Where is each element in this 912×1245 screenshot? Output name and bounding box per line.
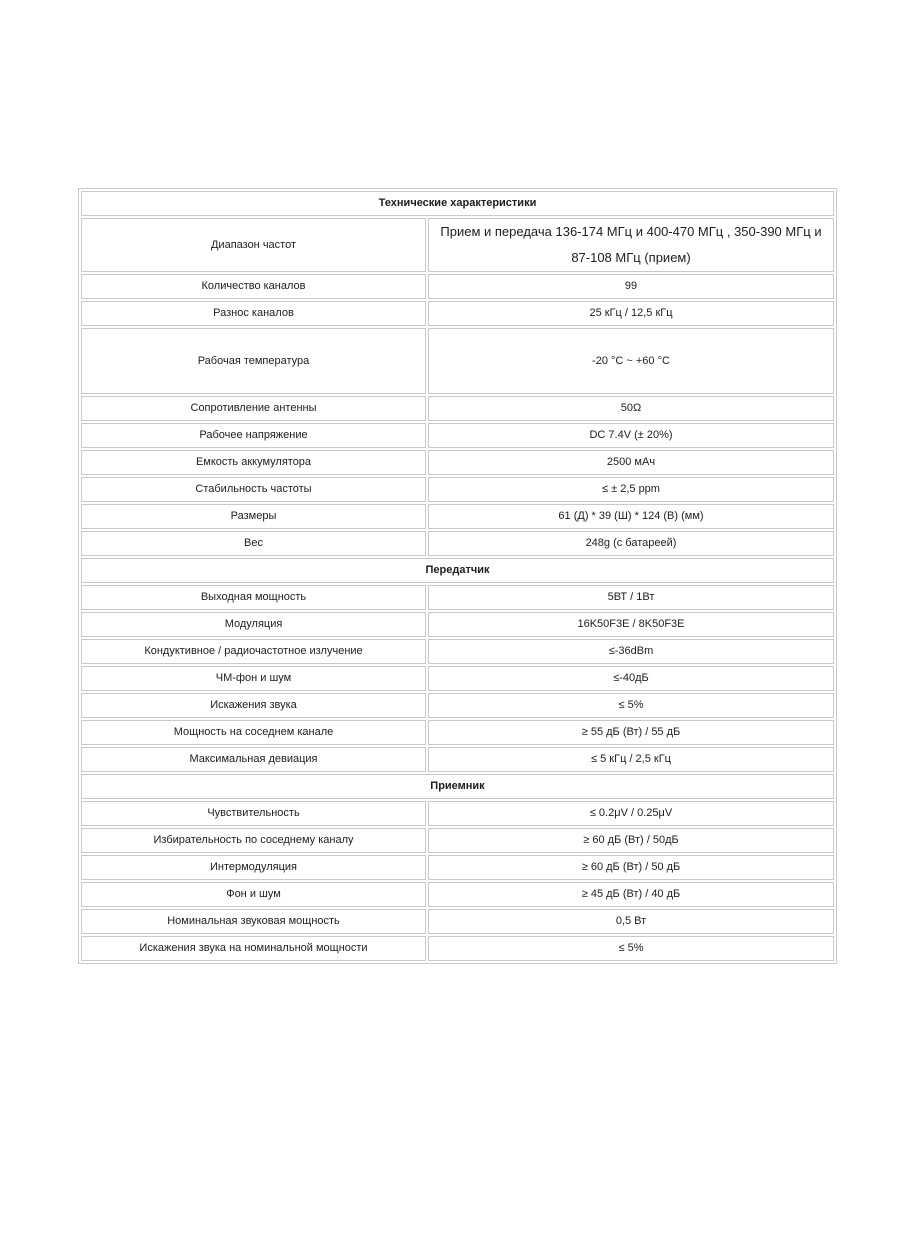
spec-label: Вес [81, 531, 426, 556]
spec-sheet [78, 188, 835, 964]
spec-label: Разнос каналов [81, 301, 426, 326]
table-row [81, 504, 834, 529]
spec-label: Количество каналов [81, 274, 426, 299]
spec-value: ≤ 5% [428, 936, 834, 961]
spec-label: Мощность на соседнем канале [81, 720, 426, 745]
spec-value: ≤ 0.2μV / 0.25μV [428, 801, 834, 826]
spec-value: 16K50F3E / 8K50F3E [428, 612, 834, 637]
table-row [81, 666, 834, 691]
table-row [81, 328, 834, 394]
spec-value: 61 (Д) * 39 (Ш) * 124 (В) (мм) [428, 504, 834, 529]
spec-label: Выходная мощность [81, 585, 426, 610]
spec-value: ≤ 5 кГц / 2,5 кГц [428, 747, 834, 772]
spec-value: ≤-40дБ [428, 666, 834, 691]
table-row [81, 585, 834, 610]
table-row [81, 693, 834, 718]
spec-value: DC 7.4V (± 20%) [428, 423, 834, 448]
spec-label: Стабильность частоты [81, 477, 426, 502]
spec-value: 99 [428, 274, 834, 299]
spec-value: 0,5 Вт [428, 909, 834, 934]
spec-label: Емкость аккумулятора [81, 450, 426, 475]
table-row [81, 301, 834, 326]
spec-value: 5ВТ / 1Вт [428, 585, 834, 610]
section-title-transmitter: Передатчик [81, 558, 834, 583]
spec-label: Размеры [81, 504, 426, 529]
spec-value: ≥ 60 дБ (Вт) / 50 дБ [428, 855, 834, 880]
spec-label: Модуляция [81, 612, 426, 637]
spec-label: Рабочее напряжение [81, 423, 426, 448]
table-row [81, 218, 834, 272]
spec-value: -20 °C ~ +60 °C [428, 328, 834, 394]
spec-value: 2500 мАч [428, 450, 834, 475]
table-row [81, 423, 834, 448]
spec-label: Фон и шум [81, 882, 426, 907]
spec-label: Интермодуляция [81, 855, 426, 880]
spec-label: Искажения звука на номинальной мощности [81, 936, 426, 961]
spec-value: ≥ 60 дБ (Вт) / 50дБ [428, 828, 834, 853]
table-row [81, 274, 834, 299]
section-row-receiver [81, 774, 834, 799]
specifications-table [78, 188, 837, 964]
spec-label: Чувствительность [81, 801, 426, 826]
spec-value: ≤-36dBm [428, 639, 834, 664]
spec-value: Прием и передача 136-174 МГц и 400-470 МГц , 350-390 МГц и 87-108 МГц (прием) [428, 218, 834, 272]
table-row [81, 909, 834, 934]
table-title: Технические характеристики [81, 191, 834, 216]
table-row [81, 612, 834, 637]
table-row [81, 396, 834, 421]
spec-label: Кондуктивное / радиочастотное излучение [81, 639, 426, 664]
table-row [81, 828, 834, 853]
spec-label: Сопротивление антенны [81, 396, 426, 421]
spec-value: ≤ 5% [428, 693, 834, 718]
table-row [81, 720, 834, 745]
table-row [81, 639, 834, 664]
table-row [81, 882, 834, 907]
section-row-transmitter [81, 558, 834, 583]
table-row [81, 531, 834, 556]
spec-value: 25 кГц / 12,5 кГц [428, 301, 834, 326]
table-row [81, 747, 834, 772]
table-row [81, 855, 834, 880]
spec-label: Рабочая температура [81, 328, 426, 394]
spec-label: Диапазон частот [81, 218, 426, 272]
spec-label: Искажения звука [81, 693, 426, 718]
table-row [81, 450, 834, 475]
spec-label: Номинальная звуковая мощность [81, 909, 426, 934]
section-title-receiver: Приемник [81, 774, 834, 799]
table-row [81, 477, 834, 502]
spec-value: 50Ω [428, 396, 834, 421]
spec-label: Избирательность по соседнему каналу [81, 828, 426, 853]
table-header-row [81, 191, 834, 216]
spec-value: 248g (с батареей) [428, 531, 834, 556]
spec-value: ≥ 55 дБ (Вт) / 55 дБ [428, 720, 834, 745]
spec-label: Максимальная девиация [81, 747, 426, 772]
spec-value: ≥ 45 дБ (Вт) / 40 дБ [428, 882, 834, 907]
spec-value: ≤ ± 2,5 ppm [428, 477, 834, 502]
table-row [81, 936, 834, 961]
spec-label: ЧМ-фон и шум [81, 666, 426, 691]
table-row [81, 801, 834, 826]
